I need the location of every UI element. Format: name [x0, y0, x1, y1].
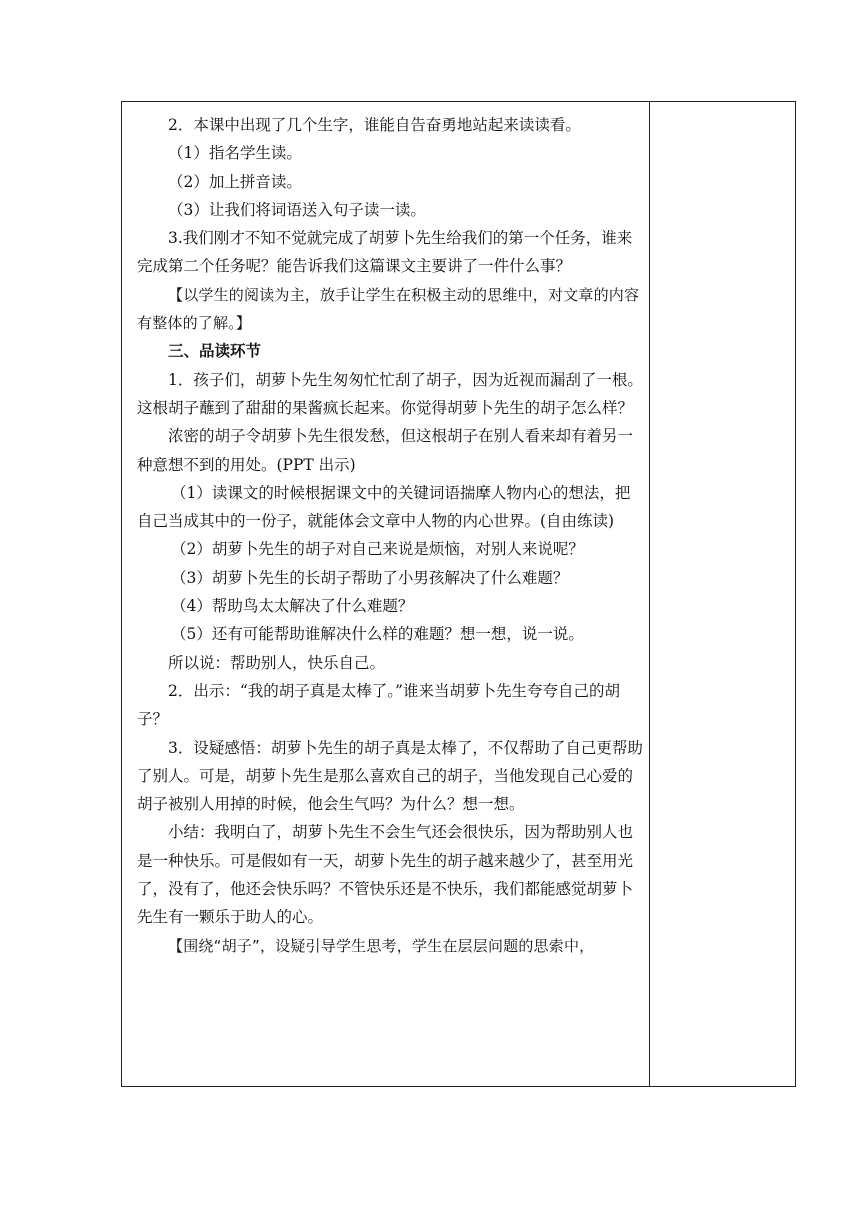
- paragraph: （1）读课文的时候根据课文中的关键词语揣摩人物内心的想法，把自己当成其中的一份子，就能体会文章中人物的内心世界。(自由练读): [137, 483, 631, 531]
- paragraph: 小结：我明白了，胡萝卜先生不会生气还会很快乐，因为帮助别人也是一种快乐。可是假如有一天，胡萝卜先生的胡子越来越少了，甚至用光了，没有了，他还会快乐吗？不管快乐还是不快乐，我们都能感觉胡萝卜先生有一颗乐于助人的心。: [137, 823, 634, 927]
- notes-column-cell: [650, 102, 795, 1086]
- paragraph: 所以说：帮助别人，快乐自己。: [168, 653, 386, 672]
- paragraph: （4）帮助鸟太太解决了什么难题？: [171, 597, 414, 616]
- teaching-note: 【围绕“胡子”，设疑引导学生思考，学生在层层问题的思索中，: [168, 936, 595, 955]
- paragraph: 浓密的胡子令胡萝卜先生很发愁，但这根胡子在别人看来却有着另一种意想不到的用处。(PPT 出示): [137, 427, 634, 474]
- paragraph: （1）指名学生读。: [168, 144, 302, 163]
- paragraph: （2）加上拼音读。: [168, 172, 302, 191]
- paragraph: 2．出示：“我的胡子真是太棒了。”谁来当胡萝卜先生夸夸自己的胡子？: [137, 681, 620, 729]
- paragraph: 3.我们刚才不知不觉就完成了胡萝卜先生给我们的第一个任务，谁来完成第二个任务呢？能告诉我们这篇课文主要讲了一件什么事？: [137, 229, 633, 276]
- teaching-note: 【以学生的阅读为主，放手让学生在积极主动的思维中，对文章的内容有整体的了解。】: [137, 285, 640, 333]
- paragraph: （5）还有可能帮助谁解决什么样的难题？想一想，说一说。: [171, 625, 584, 644]
- lesson-content-cell: [137, 111, 643, 960]
- paragraph: （3）胡萝卜先生的长胡子帮助了小男孩解决了什么难题？: [171, 568, 569, 587]
- paragraph: 2．本课中出现了几个生字，谁能自告奋勇地站起来读读看。: [168, 116, 581, 134]
- section-heading: 三、品读环节: [168, 342, 262, 361]
- paragraph: （3）让我们将词语送入句子读一读。: [168, 200, 426, 219]
- paragraph: 1．孩子们，胡萝卜先生匆匆忙忙刮了胡子，因为近视而漏刮了一根。这根胡子蘸到了甜甜的果酱疯长起来。你觉得胡萝卜先生的胡子怎么样？: [137, 370, 643, 417]
- paragraph: （2）胡萝卜先生的胡子对自己来说是烦恼，对别人来说呢？: [171, 540, 584, 559]
- paragraph: 3．设疑感悟：胡萝卜先生的胡子真是太棒了，不仅帮助了自己更帮助了别人。可是，胡萝卜先生是那么喜欢自己的胡子，当他发现自己心爱的胡子被别人用掉的时候，他会生气吗？为什么？想一想。: [137, 738, 643, 814]
